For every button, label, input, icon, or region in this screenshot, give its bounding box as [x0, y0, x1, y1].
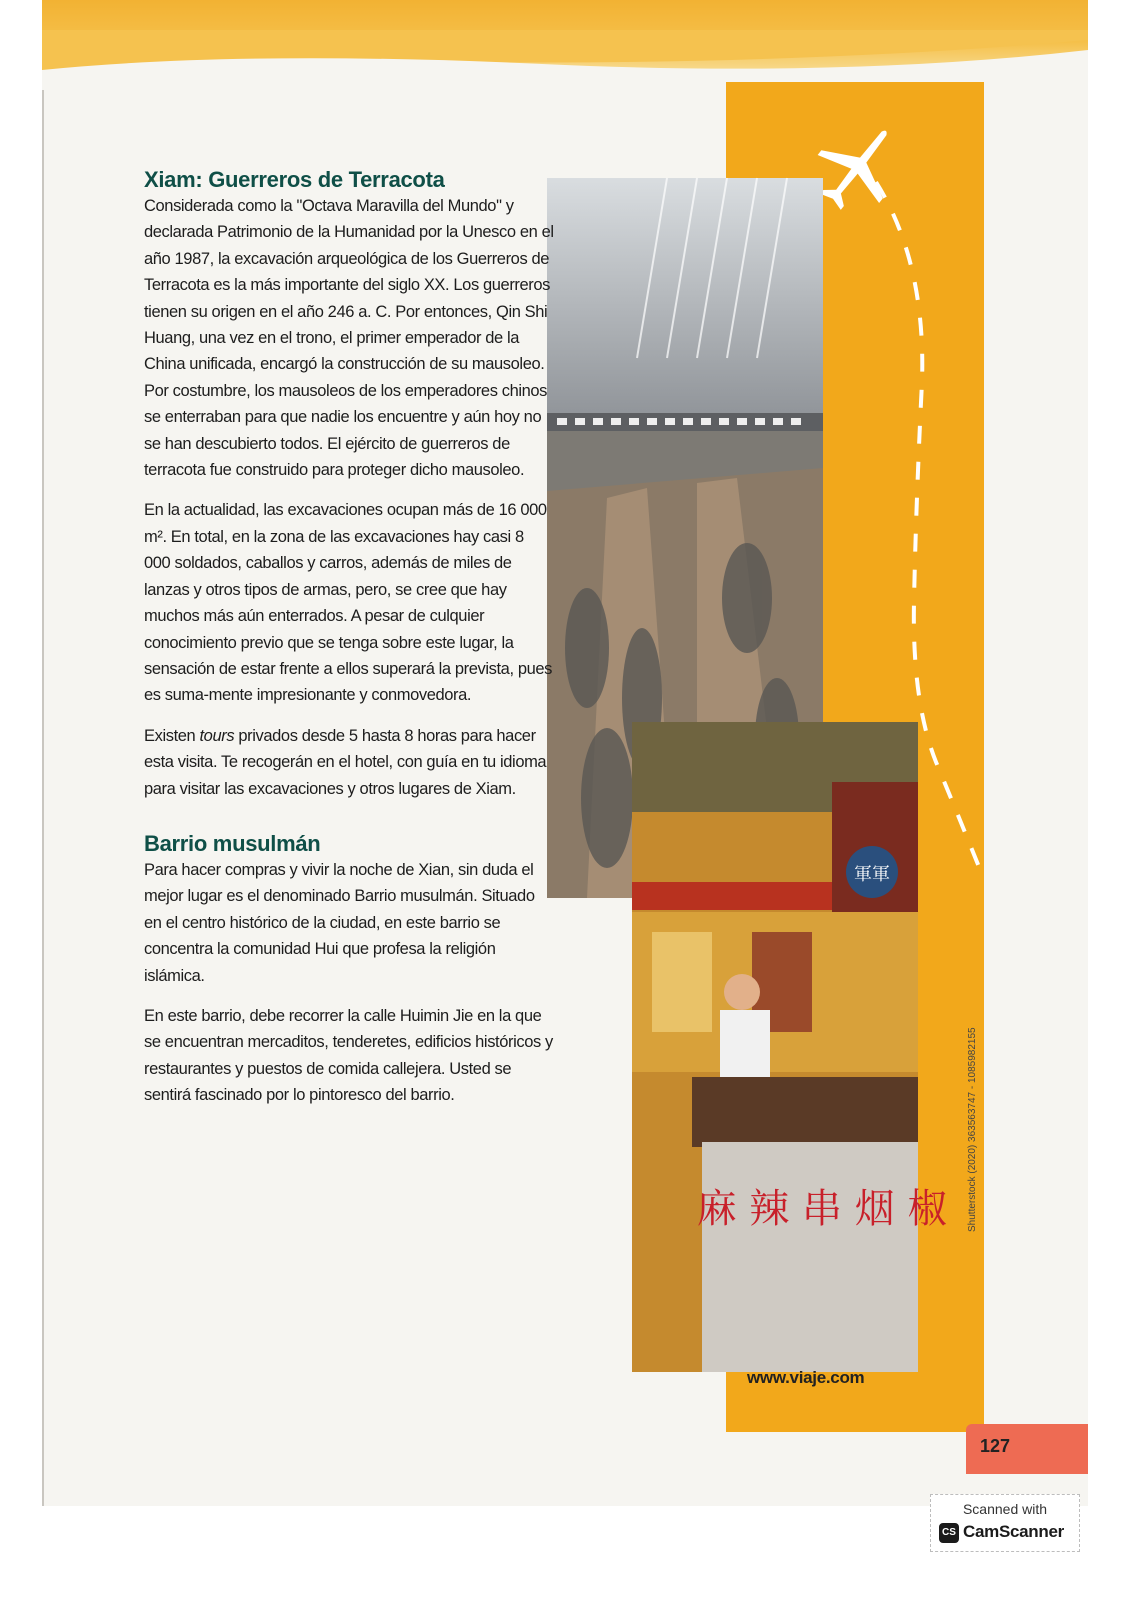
market-sign: 麻 辣 串 烟 椒: [696, 1186, 948, 1232]
heading-terracotta: Xiam: Guerreros de Terracota: [144, 167, 445, 192]
page-number: 127: [980, 1436, 1011, 1456]
para-tours-italic: tours: [199, 726, 235, 745]
para-tours-after: privados desde 5 hasta 8 horas para hacer esta visita. Te recogerán en el hotel, con guía en tu idioma para visitar las excavaciones y otros lugares de Xiam.: [144, 726, 547, 798]
page-edge: [42, 0, 44, 1506]
website-url: www.viaje.com: [747, 1368, 865, 1387]
airplane-icon: [812, 118, 902, 218]
scanner-caption: Scanned with: [962, 1501, 1048, 1517]
para-muslim-quarter: Para hacer compras y vivir la noche de Xian, sin duda el mejor lugar es el denominado Barrio musulmán. Situado en el centro histórico de la ciudad, en este barrio se concentra la comunidad Hui que profesa la religión islámica.: [144, 860, 535, 985]
para-huimin-jie: En este barrio, debe recorrer la calle Huimin Jie en la que se encuentran mercaditos, tenderetes, edificios históricos y restaurantes y puestos de comida callejera. Usted se sentirá fascinado por lo pintoresco del barrio.: [144, 1006, 553, 1105]
page-number-tab: [966, 1424, 1088, 1474]
camscanner-watermark: [930, 1494, 1080, 1552]
para-intro: Considerada como la "Octava Maravilla del Mundo" y declarada Patrimonio de la Humanidad por la Unesco en el año 1987, la excavación arqueológica de los Guerreros de Terracota es la más importante del siglo XX. Los guerreros tienen su origen en el año 246 a. C. Por entonces, Qin Shi Huang, una vez en el trono, el primer emperador de la China unificada, encargó la construcción de su mausoleo. Por costumbre, los mausoleos de los emperadores chinos se enterraban para que nadie los encuentre y aún hoy no se han descubierto todos. El ejército de guerreros de terracota fue construido para proteger dicho mausoleo.: [144, 197, 554, 480]
photo-credit: [967, 1212, 987, 1232]
book-page: [42, 0, 1088, 1506]
stall-sign: 軍軍: [854, 864, 890, 885]
scanner-brand: CamScanner: [963, 1522, 1064, 1541]
heading-muslim-quarter: Barrio musulmán: [144, 830, 321, 856]
muslim-quarter-market-photo: [632, 722, 948, 1372]
para-tours: [144, 723, 554, 802]
top-band-wave: [42, 30, 1088, 90]
camscanner-logo-icon: CS: [939, 1523, 959, 1543]
article-text-column: [144, 166, 554, 1109]
para-tours-before: Existen: [144, 726, 200, 745]
para-excavations: En la actualidad, las excavaciones ocupan más de 16 000 m². En total, en la zona de las excavaciones hay casi 8 000 soldados, caballos y carros, además de miles de lanzas y otros tipos de armas, pero, se cree que hay muchos más aún enterrados. A pesar de culquier conocimiento previo que se tenga sobre este lugar, la sensación de estar frente a ellos superará la prevista, pues es suma-mente impresionante y conmovedora.: [144, 501, 552, 705]
